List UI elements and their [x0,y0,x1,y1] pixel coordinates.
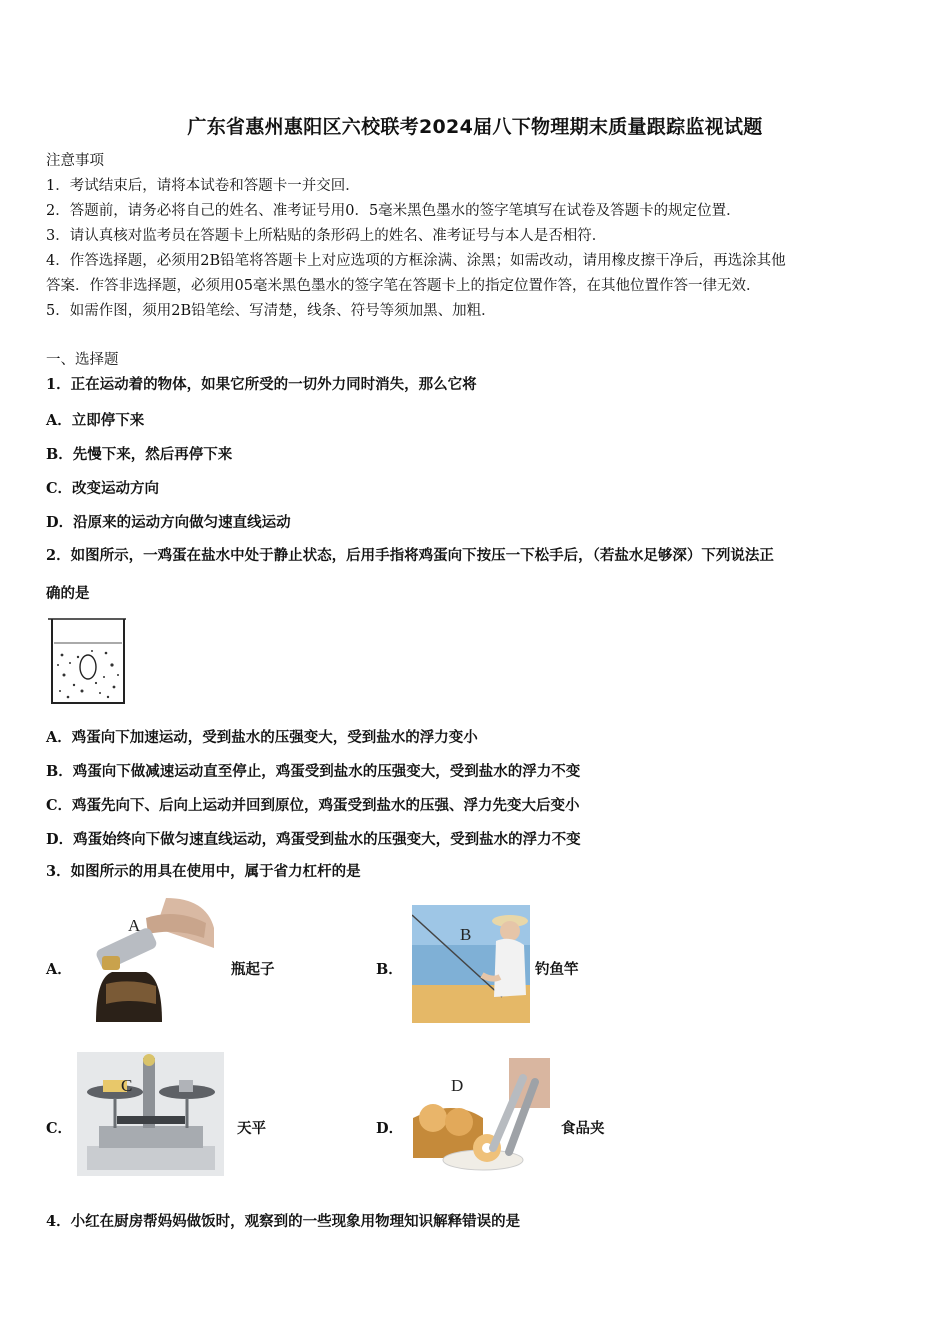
notice-heading: 注意事项 [46,153,104,169]
q2-option-d: D．鸡蛋始终向下做匀速直线运动，鸡蛋受到盐水的压强变大，受到盐水的浮力不变 [46,831,581,848]
notice-item: 2．答题前，请务必将自己的姓名、准考证号用0．5毫米黑色墨水的签字笔填写在试卷及答题卡的规定位置． [46,203,741,219]
figure-letter: A [128,916,141,935]
q1-option-b: B．先慢下来，然后再停下来 [46,446,233,463]
q1-option-c: C．改变运动方向 [46,480,160,497]
balance-scale-image [77,1052,224,1176]
q3-option-d-caption: 食品夹 [561,1120,605,1137]
question-3-stem: 3．如图所示的用具在使用中，属于省力杠杆的是 [46,863,361,880]
q1-option-d: D．沿原来的运动方向做匀速直线运动 [46,514,291,531]
q2-option-b: B．鸡蛋向下做减速运动直至停止，鸡蛋受到盐水的压强变大，受到盐水的浮力不变 [46,763,581,780]
q3-option-a-label: A． [46,961,72,978]
beaker-egg-figure [44,613,130,709]
q3-option-c-caption: 天平 [237,1120,266,1137]
q3-option-b-label: B． [376,961,403,978]
q1-option-a: A．立即停下来 [46,412,145,429]
question-4-stem: 4．小红在厨房帮妈妈做饭时，观察到的一些现象用物理知识解释错误的是 [46,1213,521,1230]
question-1-stem: 1．正在运动着的物体，如果它所受的一切外力同时消失，那么它将 [46,376,477,393]
q3-option-d-label: D． [376,1120,404,1137]
notice-item: 5．如需作图，须用2B铅笔绘、写清楚，线条、符号等须加黑、加粗． [46,303,496,319]
page-title: 广东省惠州惠阳区六校联考2024届八下物理期末质量跟踪监视试题 [187,116,763,138]
food-tongs-image [413,1058,550,1174]
notice-item: 4．作答选择题，必须用2B铅笔将答题卡上对应选项的方框涂满、涂黑；如需改动，请用橡皮擦干净后，再选涂其他 [46,253,786,269]
q2-option-a: A．鸡蛋向下加速运动，受到盐水的压强变大，受到盐水的浮力变小 [46,729,478,746]
figure-letter: C [121,1076,133,1095]
notice-item: 1．考试结束后，请将本试卷和答题卡一并交回． [46,178,360,194]
notice-item: 答案．作答非选择题，必须用05毫米黑色墨水的签字笔在答题卡上的指定位置作答，在其他位置作答一律无效． [46,278,761,294]
figure-letter: B [460,925,472,944]
q3-option-a-caption: 瓶起子 [231,961,275,978]
q2-option-c: C．鸡蛋先向下、后向上运动并回到原位，鸡蛋受到盐水的压强、浮力先变大后变小 [46,797,580,814]
q3-option-c-label: C． [46,1120,73,1137]
section-heading: 一、选择题 [46,352,119,368]
q3-option-b-caption: 钓鱼竿 [535,961,579,978]
notice-item: 3．请认真核对监考员在答题卡上所粘贴的条形码上的姓名、准考证号与本人是否相符． [46,228,607,244]
figure-letter: D [451,1076,464,1095]
fishing-rod-image [412,905,530,1023]
question-2-stem-cont: 确的是 [46,585,90,602]
question-2-stem: 2．如图所示，一鸡蛋在盐水中处于静止状态，后用手指将鸡蛋向下按压一下松手后，（若盐水足够深）下列说法正 [46,547,774,564]
bottle-opener-image [76,898,214,1022]
